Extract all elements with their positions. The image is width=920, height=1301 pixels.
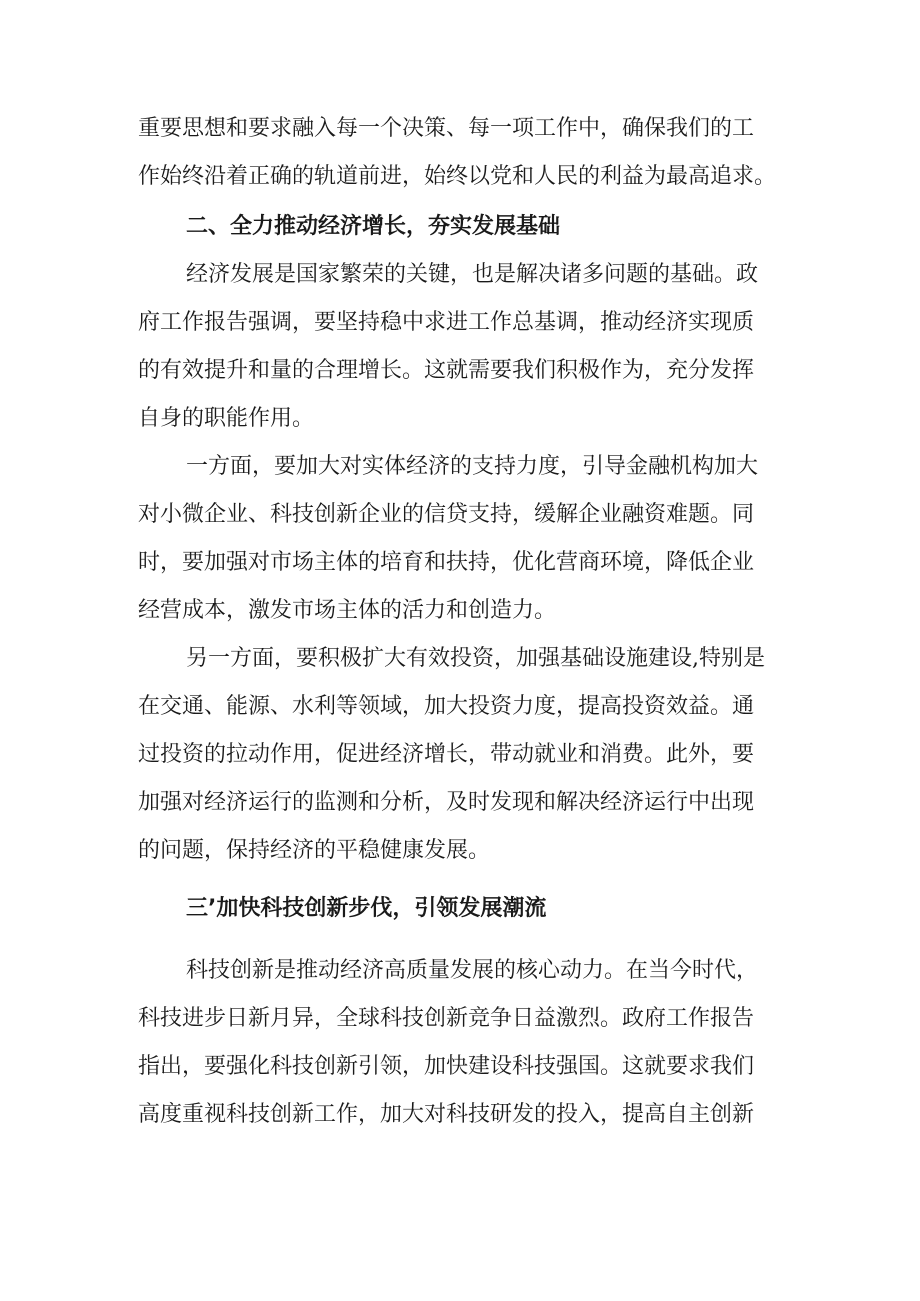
paragraph-line: 的有效提升和量的合理增长。这就需要我们积极作为，充分发挥: [138, 358, 755, 383]
paragraph-line: 自身的职能作用。: [138, 406, 315, 431]
paragraph-line: 时，要加强对市场主体的培育和扶持，优化营商环境，降低企业: [138, 550, 755, 575]
paragraph-line: 经济发展是国家繁荣的关键，也是解决诸多问题的基础。政: [186, 262, 759, 287]
paragraph-line: 对小微企业、科技创新企业的信贷支持，缓解企业融资难题。同: [138, 502, 755, 527]
paragraph-line: 作始终沿着正确的轨道前进，始终以党和人民的利益为最高追求。: [138, 164, 777, 189]
section-heading-2: 二、全力推动经济增长，夯实发展基础: [186, 214, 561, 239]
paragraph-line: 重要思想和要求融入每一个决策、每一项工作中，确保我们的工: [138, 116, 755, 141]
paragraph-line: 经营成本，激发市场主体的活力和创造力。: [138, 598, 557, 623]
paragraph-line: 的问题，保持经济的平稳健康发展。: [138, 838, 491, 863]
paragraph-line: 高度重视科技创新工作，加大对科技研发的投入，提高自主创新: [138, 1102, 755, 1127]
paragraph-line: 过投资的拉动作用，促进经济增长，带动就业和消费。此外，要: [138, 742, 755, 767]
paragraph-line: 另一方面，要积极扩大有效投资，加强基础设施建设,特别是: [186, 646, 765, 671]
paragraph-line: 指出，要强化科技创新引领，加快建设科技强国。这就要求我们: [138, 1054, 755, 1079]
section-heading-3: 三’加快科技创新步伐，引领发展潮流: [186, 896, 547, 921]
paragraph-line: 府工作报告强调，要坚持稳中求进工作总基调，推动经济实现质: [138, 310, 755, 335]
paragraph-line: 科技创新是推动经济高质量发展的核心动力。在当今时代，: [186, 958, 759, 983]
paragraph-line: 一方面，要加大对实体经济的支持力度，引导金融机构加大: [186, 454, 759, 479]
paragraph-line: 在交通、能源、水利等领域，加大投资力度，提高投资效益。通: [138, 694, 755, 719]
paragraph-line: 加强对经济运行的监测和分析，及时发现和解决经济运行中出现: [138, 790, 755, 815]
paragraph-line: 科技进步日新月异，全球科技创新竞争日益激烈。政府工作报告: [138, 1006, 755, 1031]
